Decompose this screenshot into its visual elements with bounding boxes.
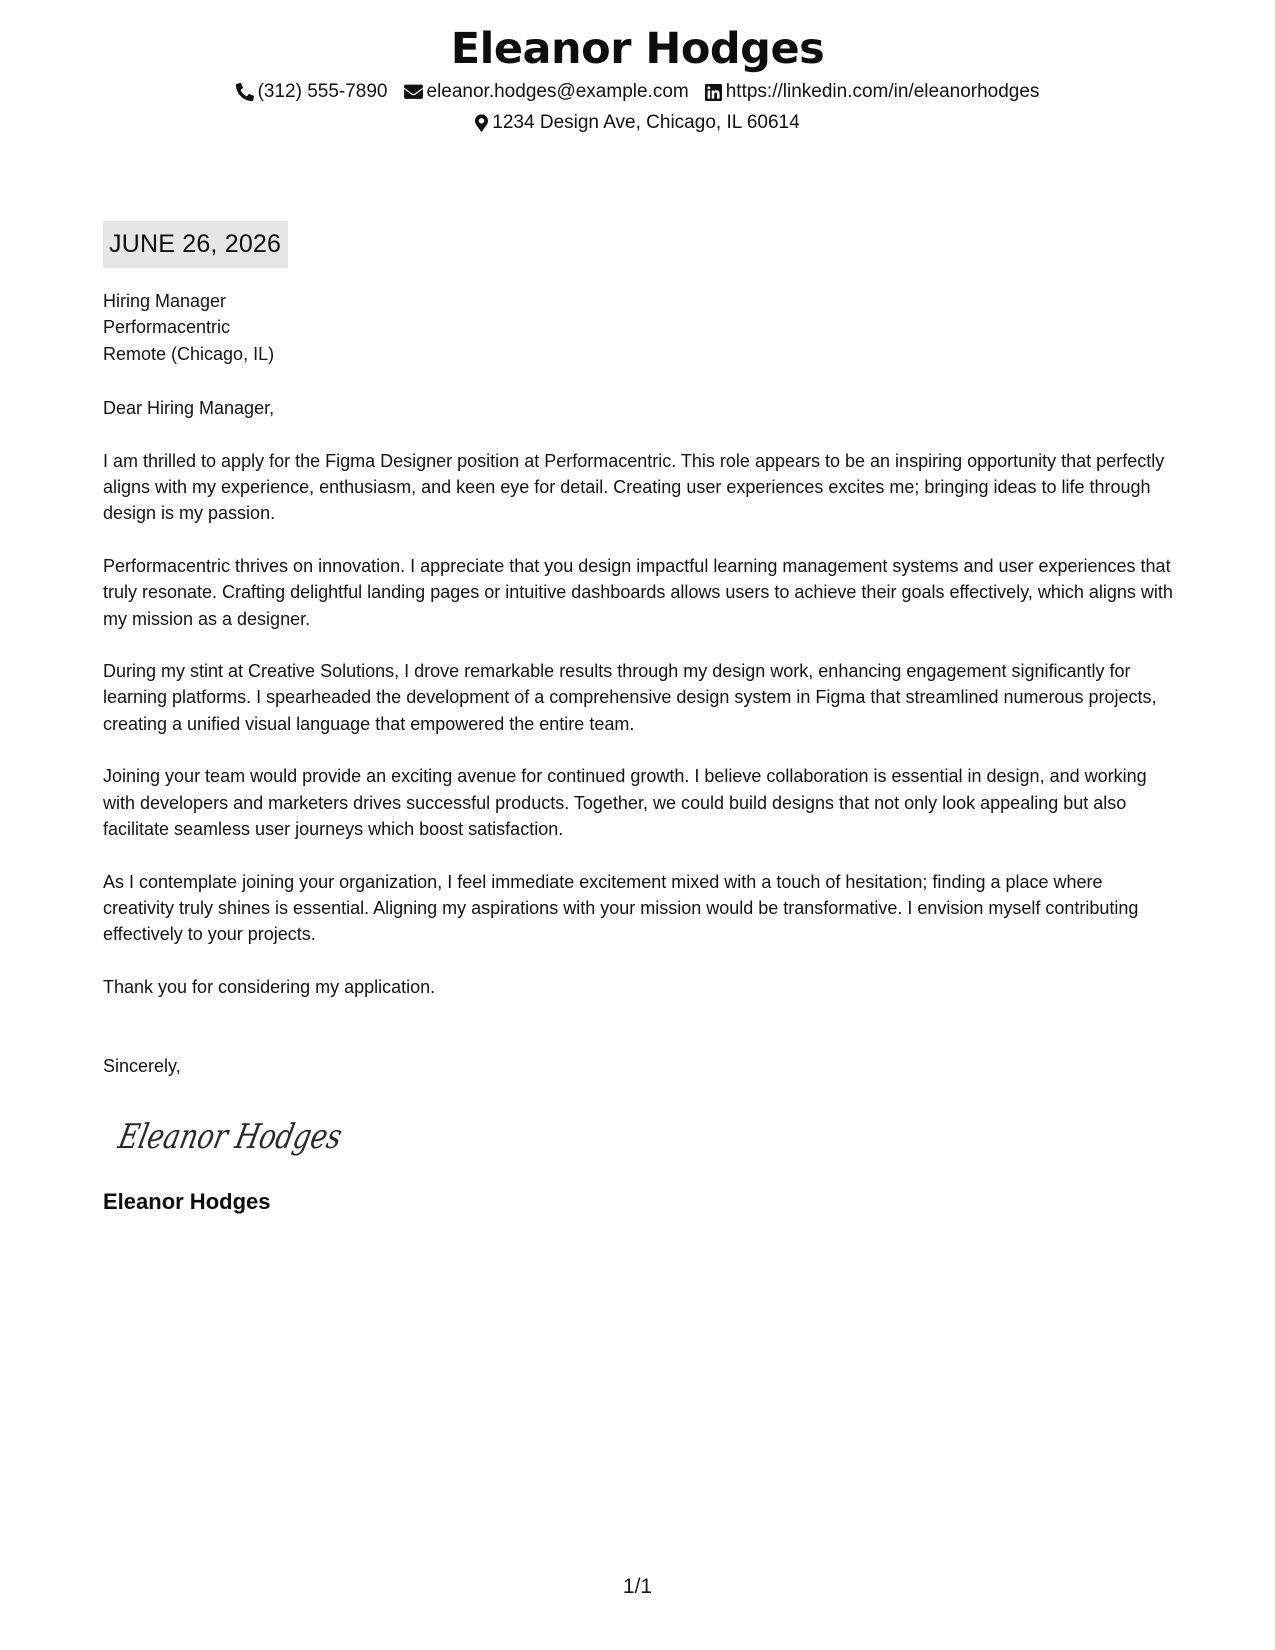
body-paragraph: During my stint at Creative Solutions, I drove remarkable results through my design work, enhancing engagement significantly for learning platforms. I spearheaded the development of a comprehensive design system in Figma that streamlined numerous projects, creating a unified visual language that empowered the entire team.	[103, 661, 1157, 734]
phone-icon	[236, 83, 254, 101]
phone-contact	[236, 80, 388, 104]
letter-header	[0, 22, 1275, 135]
handwritten-signature	[113, 1110, 401, 1162]
email-address: eleanor.hodges@example.com	[426, 81, 689, 102]
email-contact[interactable]	[404, 80, 689, 104]
map-marker-icon	[475, 114, 488, 132]
closing-thanks: Thank you for considering my application.	[103, 976, 436, 997]
letter-date: JUNE 26, 2026	[103, 221, 288, 268]
recipient-location: Remote (Chicago, IL)	[103, 343, 275, 364]
sender-name: Eleanor Hodges	[450, 24, 825, 74]
linkedin-contact[interactable]	[705, 80, 1040, 104]
street-address: 1234 Design Ave, Chicago, IL 60614	[492, 112, 800, 133]
address-contact	[475, 111, 799, 135]
recipient-block	[103, 288, 1178, 367]
signoff: Sincerely,	[103, 1056, 181, 1077]
address-row	[0, 111, 1275, 135]
phone-number: (312) 555-7890	[257, 81, 388, 102]
salutation: Dear Hiring Manager,	[103, 398, 275, 419]
letter-body	[103, 221, 1178, 1216]
recipient-title: Hiring Manager	[103, 291, 227, 311]
contact-row	[0, 80, 1275, 104]
body-paragraph: Joining your team would provide an exciting avenue for continued growth. I believe collaboration is essential in design, and working with developers and marketers drives successful products. Together, we could build designs that not only look appealing but also facilitate seamless user journeys which boost satisfaction.	[103, 766, 1147, 840]
body-paragraph: I am thrilled to apply for the Figma Designer position at Performacentric. This role appears to be an inspiring opportunity that perfectly aligns with my experience, enthusiasm, and keen eye for detail. Creating user experiences excites me; bringing ideas to life through design is my passion.	[103, 450, 1165, 524]
typed-signature-name: Eleanor Hodges	[103, 1188, 271, 1214]
linkedin-url: https://linkedin.com/in/eleanorhodges	[725, 81, 1040, 102]
recipient-company: Performacentric	[103, 317, 231, 338]
linkedin-icon	[705, 84, 722, 101]
body-paragraph: As I contemplate joining your organization, I feel immediate excitement mixed with a touch of hesitation; finding a place where creativity truly shines is essential. Aligning my aspirations with your mission would be transformative. I envision myself contributing effectively to your projects.	[103, 871, 1139, 945]
body-paragraph: Performacentric thrives on innovation. I appreciate that you design impactful learning management systems and user experiences that truly resonate. Crafting delightful landing pages or intuitive dashboards allows users to achieve their goals effectively, which aligns with my mission as a designer.	[103, 555, 1173, 629]
envelope-icon	[404, 84, 423, 100]
svg-text:Eleanor Hodges: Eleanor Hodges	[115, 1116, 401, 1157]
page-number: 1/1	[622, 1575, 653, 1598]
